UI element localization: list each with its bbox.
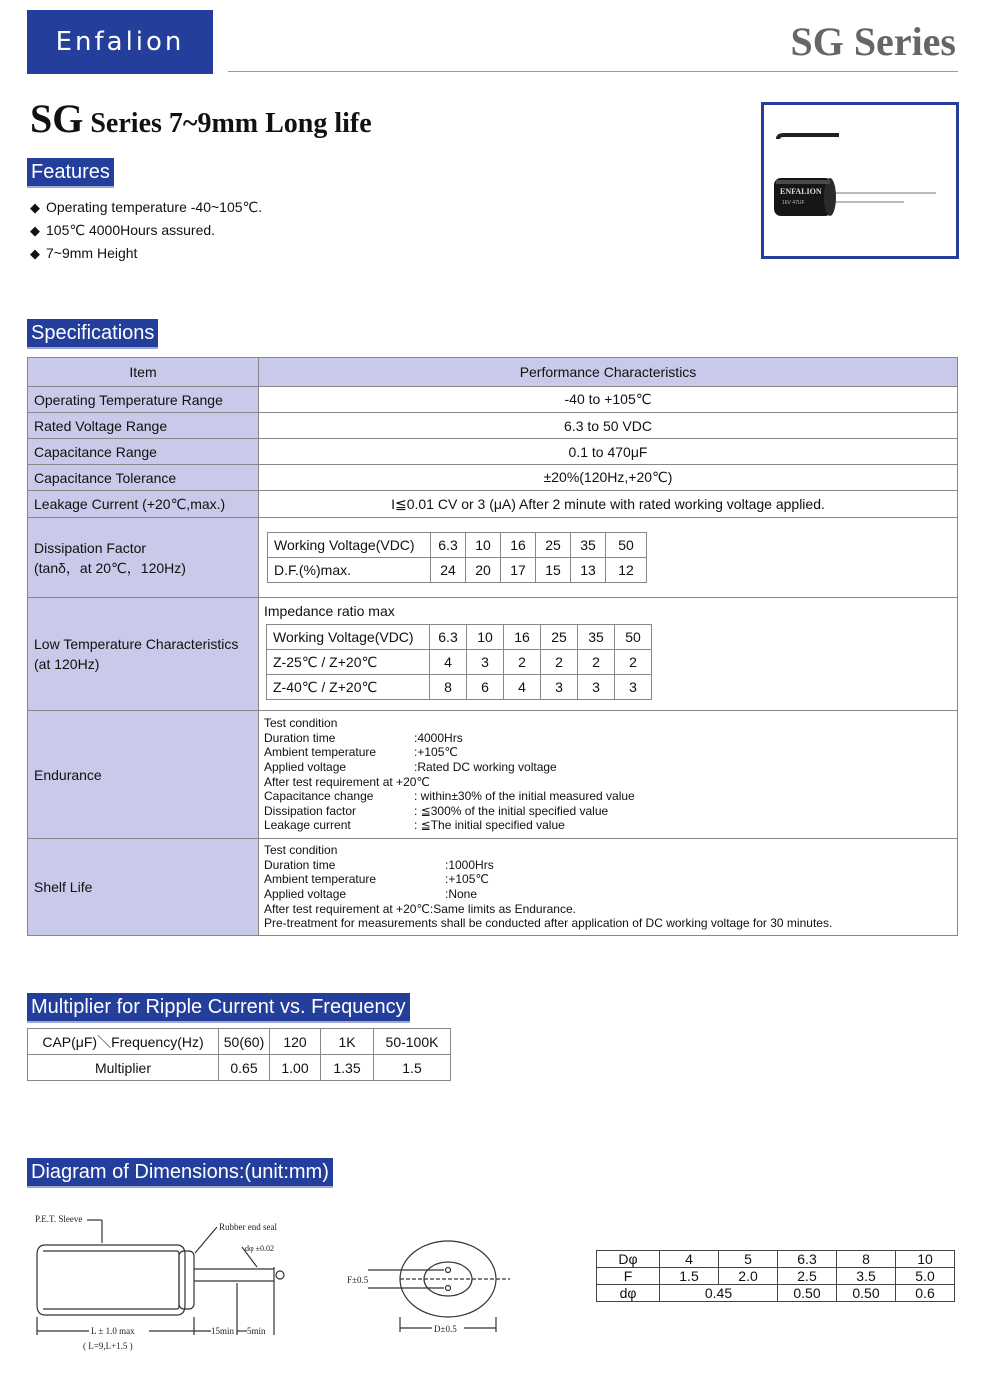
spec-item: Capacitance Tolerance (28, 465, 259, 491)
lowtemp-header-cell: 16 (504, 625, 541, 650)
features-heading: Features (27, 158, 114, 188)
df-header-cell: 10 (466, 533, 501, 558)
ripple-heading: Multiplier for Ripple Current vs. Frequency (27, 993, 410, 1023)
table-row (28, 387, 958, 413)
df-label-line2: (tanδ，at 20℃，120Hz) (34, 559, 186, 576)
condition-line (264, 716, 952, 731)
lowtemp-cell-value: 8 (430, 675, 467, 700)
condition-value: : ≦The initial specified value (414, 818, 565, 833)
df-label-line1: Dissipation Factor (34, 539, 147, 556)
condition-key: Duration time (264, 857, 336, 872)
shelf-life-label: Shelf Life (28, 839, 259, 936)
spec-value: I≦0.01 CV or 3 (μA) After 2 minute with rated working voltage applied. (259, 491, 958, 518)
condition-key: Duration time (264, 730, 336, 745)
pitch-label: F±0.5 (347, 1275, 369, 1285)
df-cell-value: 20 (466, 558, 501, 583)
spec-item: Operating Temperature Range (28, 387, 259, 413)
lowtemp-cell-value: 2 (541, 650, 578, 675)
dim-cell: 0.45 (660, 1285, 778, 1302)
shelf-life-lines (264, 843, 952, 931)
condition-key: Dissipation factor (264, 803, 357, 818)
dim-cell: dφ (597, 1285, 660, 1302)
df-cell-value: 15 (536, 558, 571, 583)
photo-brand-text: ENFALION (780, 187, 822, 196)
table-row (28, 1029, 451, 1055)
spec-item: Capacitance Range (28, 439, 259, 465)
rubber-seal-label: Rubber end seal (219, 1222, 277, 1232)
condition-value: : within±30% of the initial measured value (414, 789, 635, 804)
spec-value: 6.3 to 50 VDC (259, 413, 958, 439)
photo-marking-text: 16V 47UF (782, 200, 805, 206)
specifications-heading: Specifications (27, 319, 158, 349)
ripple-header-cell: CAP(μF)＼Frequency(Hz) (28, 1029, 219, 1055)
condition-value: :+105℃ (414, 745, 458, 760)
dim-cell: 4 (660, 1251, 719, 1268)
lowtemp-cell-value: Z-40℃ / Z+20℃ (267, 675, 430, 700)
df-cell-value: 24 (431, 558, 466, 583)
condition-key: After test requirement at +20℃:Same limits as Endurance. (264, 901, 576, 916)
dimensions-table (596, 1250, 955, 1302)
condition-line (264, 745, 952, 760)
dim-cell: 0.50 (778, 1285, 837, 1302)
feature-list (30, 196, 262, 265)
diameter-label: D±0.5 (434, 1324, 457, 1334)
condition-key: Ambient temperature (264, 872, 377, 887)
ripple-cell-value: Multiplier (28, 1055, 219, 1081)
lowtemp-cell-value: 4 (504, 675, 541, 700)
condition-line (264, 843, 952, 858)
condition-key: Leakage current (264, 818, 351, 833)
ripple-table (27, 1028, 451, 1081)
condition-line (264, 789, 952, 804)
bottom-view-diagram (340, 1232, 520, 1342)
dim-cell: 1.5 (660, 1268, 719, 1285)
spec-value: ±20%(120Hz,+20℃) (259, 465, 958, 491)
capacitor-image (764, 105, 956, 256)
condition-value: :1000Hrs (445, 857, 494, 872)
brand-logo: Enfalion (27, 10, 213, 74)
condition-line (264, 804, 952, 819)
lowtemp-cell-value: 2 (578, 650, 615, 675)
lowtemp-label (28, 598, 259, 711)
condition-value: :None (445, 887, 478, 901)
df-header-cell: 16 (501, 533, 536, 558)
lowtemp-cell-value: 6 (467, 675, 504, 700)
condition-key: Test condition (264, 843, 338, 858)
df-header-cell: 25 (536, 533, 571, 558)
specifications-table (27, 357, 958, 936)
dimensions-heading: Diagram of Dimensions:(unit:mm) (27, 1158, 333, 1188)
lowtemp-header-cell: Working Voltage(VDC) (267, 625, 430, 650)
df-cell-value: 13 (571, 558, 606, 583)
condition-key: After test requirement at +20℃ (264, 774, 430, 789)
lowtemp-header-cell: 50 (615, 625, 652, 650)
title-rest: Series 7~9mm Long life (83, 108, 372, 139)
df-cell (259, 518, 958, 598)
condition-key: Capacitance change (264, 789, 374, 804)
condition-line (264, 775, 952, 790)
series-title: SG Series (790, 19, 956, 64)
table-row (28, 598, 958, 711)
condition-key: Applied voltage (264, 887, 347, 901)
ripple-header-cell: 1K (321, 1029, 374, 1055)
lowtemp-label-line2: (at 120Hz) (34, 656, 100, 672)
df-cell-value: 12 (606, 558, 647, 583)
df-label (28, 518, 259, 598)
table-row (28, 711, 958, 839)
ripple-cell-value: 1.5 (374, 1055, 451, 1081)
dim-cell: 2.5 (778, 1268, 837, 1285)
feature-item: ◆ 105℃ 4000Hours assured. (30, 219, 262, 242)
lowtemp-cell-value: 2 (504, 650, 541, 675)
condition-value: :4000Hrs (414, 730, 463, 745)
lowtemp-cell-value: 2 (615, 650, 652, 675)
df-header-cell: 50 (606, 533, 647, 558)
condition-line (264, 887, 952, 902)
lowtemp-cell-value: 4 (430, 650, 467, 675)
lowtemp-cell-value: 3 (541, 675, 578, 700)
lowtemp-cell-value: 3 (578, 675, 615, 700)
dim-cell: Dφ (597, 1251, 660, 1268)
dim-cell: 5 (719, 1251, 778, 1268)
lead-diameter-label: dφ ±0.02 (245, 1244, 275, 1253)
ripple-header-cell: 50(60) (219, 1029, 270, 1055)
lowtemp-header-cell: 10 (467, 625, 504, 650)
condition-line (264, 872, 952, 887)
dim-cell: F (597, 1268, 660, 1285)
table-row (28, 465, 958, 491)
shelf-life-cell (259, 839, 958, 936)
df-cell-value: D.F.(%)max. (268, 558, 431, 583)
lowtemp-cell-value: 3 (615, 675, 652, 700)
lowtemp-header-cell: 25 (541, 625, 578, 650)
dim-cell: 10 (896, 1251, 955, 1268)
condition-line (264, 760, 952, 775)
product-photo (761, 102, 959, 259)
lead-15min-label: 15min (211, 1326, 235, 1336)
impedance-title: Impedance ratio max (264, 603, 395, 619)
pet-sleeve-label: P.E.T. Sleeve (35, 1214, 83, 1224)
condition-value: :+105℃ (445, 872, 489, 887)
df-header-cell: 6.3 (431, 533, 466, 558)
condition-key: Ambient temperature (264, 745, 377, 760)
table-row (28, 839, 958, 936)
df-cell-value: 17 (501, 558, 536, 583)
ripple-cell-value: 1.00 (270, 1055, 321, 1081)
condition-key: Test condition (264, 716, 338, 731)
table-row (28, 413, 958, 439)
condition-value: : ≦300% of the initial specified value (414, 803, 609, 818)
condition-key: Pre-treatment for measurements shall be conducted after application of DC working voltage for 30 minutes. (264, 916, 833, 931)
condition-line (264, 818, 952, 833)
spec-header-performance: Performance Characteristics (259, 358, 958, 387)
spec-item: Rated Voltage Range (28, 413, 259, 439)
condition-line (264, 916, 952, 931)
endurance-label: Endurance (28, 711, 259, 839)
spec-header-item: Item (28, 358, 259, 387)
table-row (597, 1268, 955, 1285)
lowtemp-cell (259, 598, 958, 711)
endurance-lines (264, 716, 952, 833)
df-header-cell: 35 (571, 533, 606, 558)
table-row (597, 1251, 955, 1268)
dim-cell: 6.3 (778, 1251, 837, 1268)
ripple-cell-value: 1.35 (321, 1055, 374, 1081)
condition-line (264, 858, 952, 873)
dim-cell: 3.5 (837, 1268, 896, 1285)
condition-value: :Rated DC working voltage (414, 759, 557, 774)
side-view-diagram (27, 1205, 327, 1360)
ripple-header-cell: 120 (270, 1029, 321, 1055)
dim-cell: 2.0 (719, 1268, 778, 1285)
table-row (597, 1285, 955, 1302)
table-row (28, 491, 958, 518)
df-table (267, 532, 647, 583)
lead-5min-label: 5min (247, 1326, 266, 1336)
lowtemp-table (266, 624, 652, 700)
dim-cell: 0.6 (896, 1285, 955, 1302)
condition-line (264, 902, 952, 917)
table-row (28, 1055, 451, 1081)
endurance-cell (259, 711, 958, 839)
condition-line (264, 731, 952, 746)
title-prefix: SG (30, 96, 84, 141)
length-note-label: ( L=9,L+1.5 ) (83, 1341, 133, 1351)
table-row (28, 439, 958, 465)
spec-value: 0.1 to 470μF (259, 439, 958, 465)
lowtemp-header-cell: 6.3 (430, 625, 467, 650)
lowtemp-cell-value: Z-25℃ / Z+20℃ (267, 650, 430, 675)
feature-item: ◆ Operating temperature -40~105℃. (30, 196, 262, 219)
spec-item: Leakage Current (+20℃,max.) (28, 491, 259, 518)
lowtemp-cell-value: 3 (467, 650, 504, 675)
ripple-cell-value: 0.65 (219, 1055, 270, 1081)
df-header-cell: Working Voltage(VDC) (268, 533, 431, 558)
dim-cell: 0.50 (837, 1285, 896, 1302)
ripple-header-cell: 50-100K (374, 1029, 451, 1055)
spec-value: -40 to +105℃ (259, 387, 958, 413)
header-divider (228, 71, 958, 72)
length-label: L ± 1.0 max (91, 1326, 135, 1336)
lowtemp-header-cell: 35 (578, 625, 615, 650)
feature-item: ◆ 7~9mm Height (30, 242, 262, 265)
condition-key: Applied voltage (264, 759, 347, 774)
lowtemp-label-line1: Low Temperature Characteristics (34, 636, 239, 652)
dim-cell: 5.0 (896, 1268, 955, 1285)
dim-cell: 8 (837, 1251, 896, 1268)
page-title (30, 95, 372, 142)
table-row (28, 518, 958, 598)
